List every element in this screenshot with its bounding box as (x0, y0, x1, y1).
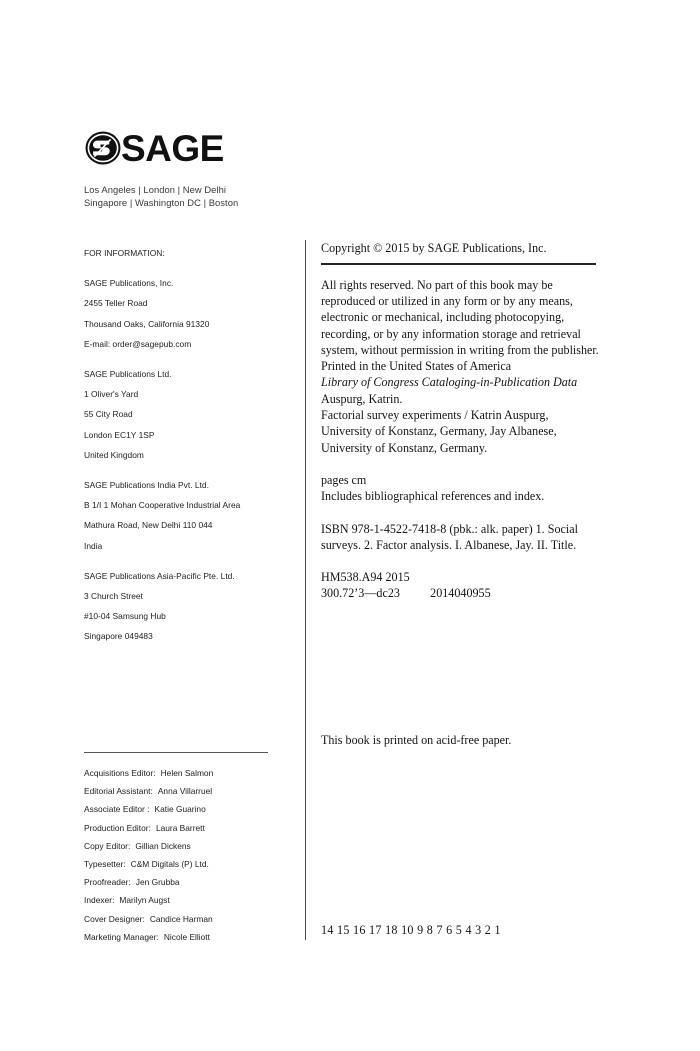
credit-role: Associate Editor : (84, 804, 150, 815)
office-address-india (84, 475, 284, 556)
credit-person: Gillian Dickens (135, 840, 191, 851)
credit-person: Jen Grubba (135, 877, 180, 888)
credit-row (84, 873, 299, 891)
cip-author: Auspurg, Katrin. (321, 391, 403, 406)
spacer (84, 465, 284, 475)
classification-block (321, 569, 603, 602)
credit-role: Marketing Manager: (84, 931, 159, 942)
isbn-line: ISBN 978-1-4522-7418-8 (pbk.: alk. paper) 1. Social (321, 521, 578, 536)
credit-row (84, 928, 299, 946)
credit-row (84, 891, 299, 909)
cip-collation (321, 472, 603, 505)
credit-role: Typesetter: (84, 859, 126, 870)
cip-title-line: Factorial survey experiments / Katrin Auspurg, (321, 408, 549, 423)
logo-row (84, 128, 304, 168)
address-line: #10-04 Samsung Hub (84, 611, 166, 622)
tagline-line-2: Singapore | Washington DC | Boston (84, 196, 239, 208)
lc-call-number: HM538.A94 2015 (321, 570, 410, 585)
cip-title-statement (321, 391, 603, 456)
credit-row (84, 764, 299, 782)
address-line: SAGE Publications, Inc. (84, 278, 174, 289)
credit-role: Copy Editor: (84, 840, 131, 851)
credit-role: Cover Designer: (84, 913, 145, 924)
all-rights-reserved-text: All rights reserved. No part of this book may be reproduced or utilized in any form or by any means, electronic or mechanical, including photocopying, recording, or by any information storage and retrieval system, without permission in writing from the publisher. (321, 277, 599, 357)
spacer (84, 354, 284, 364)
credit-role: Editorial Assistant: (84, 786, 153, 797)
credit-row (84, 782, 299, 800)
acid-free-paper-note: This book is printed on acid-free paper. (321, 733, 512, 747)
credit-person: Nicole Elliott (163, 931, 210, 942)
address-line: B 1/I 1 Mohan Cooperative Industrial Area (84, 500, 241, 511)
credits-divider (84, 752, 268, 753)
publisher-tagline (84, 184, 304, 209)
cip-heading: Library of Congress Cataloging-in-Publication Data (321, 375, 578, 390)
credit-role: Indexer: (84, 895, 115, 906)
copyright-statement: Copyright © 2015 by SAGE Publications, Inc. (321, 241, 547, 255)
isbn-subject-block (321, 521, 603, 554)
address-line: 1 Oliver's Yard (84, 389, 139, 400)
includes-references-note: Includes bibliographical references and index. (321, 489, 545, 504)
pages-extent: pages cm (321, 472, 367, 487)
address-line: 55 City Road (84, 409, 133, 420)
address-line: SAGE Publications India Pvt. Ltd. (84, 480, 209, 491)
cip-title-line: University of Konstanz, Germany. (321, 440, 488, 455)
credit-person: Candice Harman (149, 913, 213, 924)
credit-person: Laura Barrett (155, 822, 205, 833)
office-address-asia-pacific (84, 566, 284, 647)
credit-role: Production Editor: (84, 822, 151, 833)
address-line: United Kingdom (84, 449, 144, 460)
publisher-wordmark: SAGE (121, 127, 224, 169)
address-line: SAGE Publications Asia-Pacific Pte. Ltd. (84, 570, 235, 581)
copyright-column (321, 240, 603, 618)
address-line: SAGE Publications Ltd. (84, 369, 172, 380)
credit-person: Helen Salmon (160, 768, 214, 778)
credit-role: Proofreader: (84, 877, 131, 888)
credit-person: Katie Guarino (154, 804, 206, 815)
credit-person: Anna Villarruel (157, 786, 213, 797)
credit-role: Acquisitions Editor: (84, 768, 156, 778)
sage-oval-s-logo-icon (84, 129, 122, 167)
column-divider (305, 240, 306, 940)
address-line: 3 Church Street (84, 591, 143, 602)
address-line: Singapore 049483 (84, 631, 153, 642)
credit-person: C&M Digitals (P) Ltd. (130, 859, 209, 870)
publisher-logo-block (84, 128, 304, 209)
copyright-divider (321, 263, 596, 264)
address-line: London EC1Y 1SP (84, 429, 155, 440)
address-line: Mathura Road, New Delhi 110 044 (84, 520, 213, 531)
for-information-block (84, 243, 284, 647)
credit-row (84, 800, 299, 818)
office-address-us (84, 273, 284, 354)
office-address-uk (84, 364, 284, 465)
address-line: India (84, 540, 103, 551)
address-line: 2455 Teller Road (84, 298, 148, 309)
credit-row (84, 819, 299, 837)
subject-headings-line: surveys. 2. Factor analysis. I. Albanese, Jay. II. Title. (321, 537, 577, 552)
printed-in-statement: Printed in the United States of America (321, 359, 512, 374)
printing-number-line: 14 15 16 17 18 10 9 8 7 6 5 4 3 2 1 (321, 923, 501, 937)
tagline-line-1: Los Angeles | London | New Delhi (84, 184, 226, 195)
credit-row (84, 837, 299, 855)
credit-row (84, 855, 299, 873)
credit-row (84, 910, 299, 928)
cip-title-line: University of Konstanz, Germany, Jay Albanese, (321, 424, 557, 439)
dewey-and-lccn: 300.72’3—dc23 2014040955 (321, 586, 491, 601)
for-information-heading: FOR INFORMATION: (84, 248, 165, 258)
credit-person: Marilyn Augst (119, 895, 170, 906)
spacer (84, 556, 284, 566)
production-credits-list (84, 764, 299, 946)
address-line-email: E-mail: order@sagepub.com (84, 338, 192, 349)
address-line: Thousand Oaks, California 91320 (84, 318, 210, 329)
spacer (84, 263, 284, 273)
